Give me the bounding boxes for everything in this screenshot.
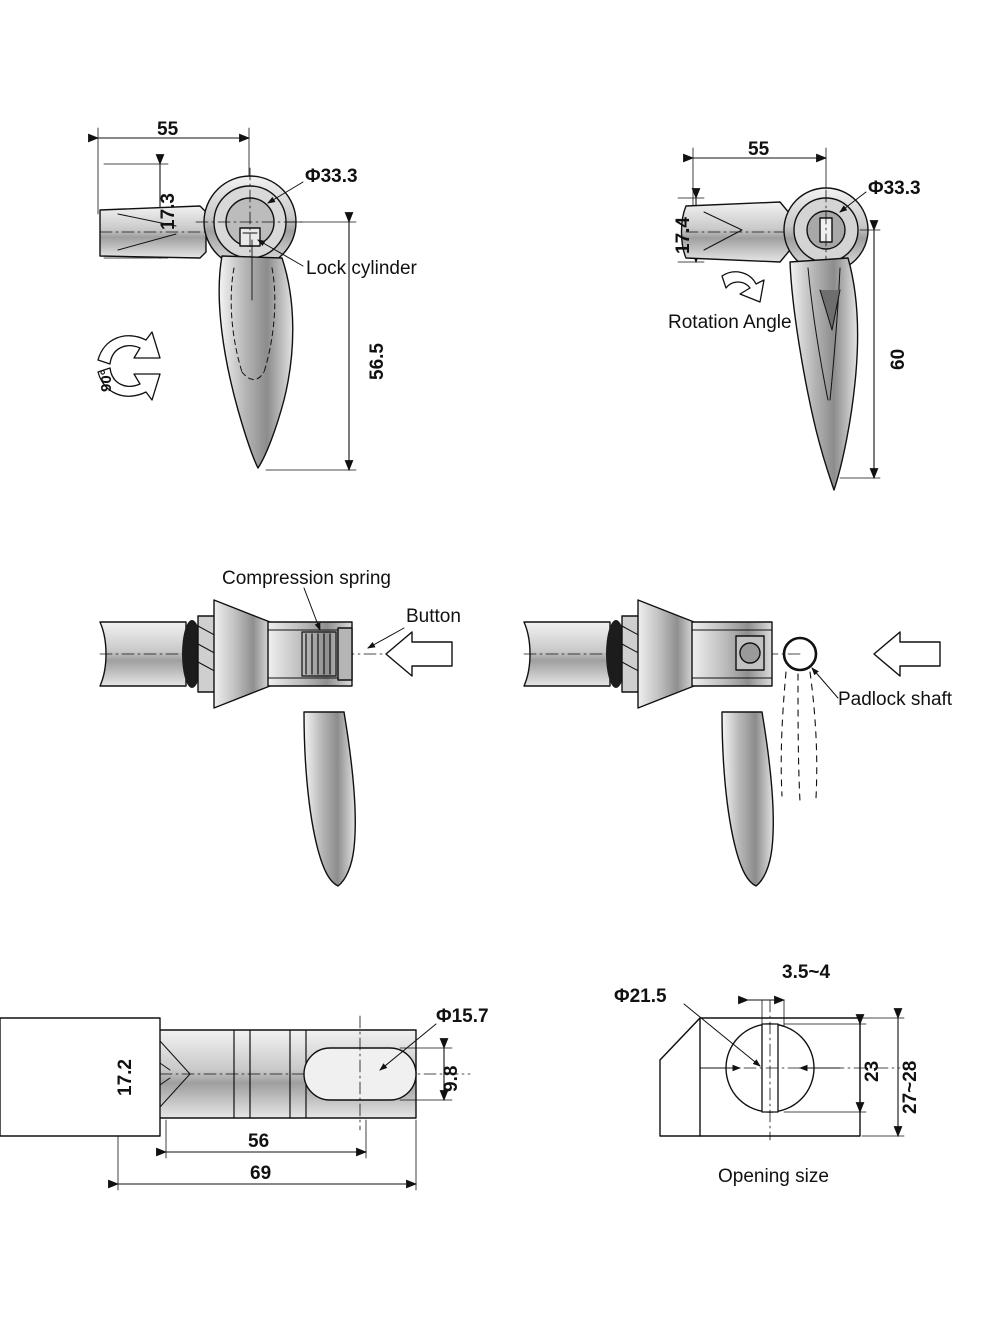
- dim-60: 60: [888, 348, 909, 370]
- callout-button: Button: [406, 606, 461, 627]
- dim-55-left: 55: [157, 119, 179, 140]
- dim-3-5-4: 3.5~4: [782, 962, 831, 983]
- callout-rotation-angle: Rotation Angle: [668, 312, 792, 333]
- view-mid-right-geometry: [524, 600, 940, 886]
- dim-phi-15-7: Φ15.7: [436, 1006, 489, 1027]
- callout-compression-spring: Compression spring: [222, 568, 391, 589]
- dim-17-2: 17.2: [115, 1059, 136, 1096]
- dim-17-4: 17.4: [673, 217, 694, 254]
- dim-phi-33-3-right: Φ33.3: [868, 178, 921, 199]
- dim-56: 56: [248, 1131, 270, 1152]
- callout-opening-size: Opening size: [718, 1166, 829, 1187]
- view-mid-left-geometry: [100, 588, 452, 886]
- dim-55-right: 55: [748, 139, 770, 160]
- dim-rotation-90: 90°: [98, 369, 115, 392]
- dim-17-3: 17.3: [158, 193, 179, 230]
- dim-23: 23: [862, 1060, 883, 1082]
- dim-phi-21-5: Φ21.5: [614, 986, 667, 1007]
- dim-27-28: 27~28: [900, 1060, 921, 1114]
- view-bottom-left-geometry: [108, 1016, 470, 1190]
- dim-69: 69: [250, 1163, 272, 1184]
- callout-padlock-shaft: Padlock shaft: [838, 689, 953, 710]
- dim-9-8: 9.8: [441, 1065, 462, 1092]
- dim-phi-33-3-left: Φ33.3: [305, 166, 358, 187]
- callout-lock-cylinder: Lock cylinder: [306, 258, 417, 279]
- dim-56-5: 56.5: [367, 343, 388, 380]
